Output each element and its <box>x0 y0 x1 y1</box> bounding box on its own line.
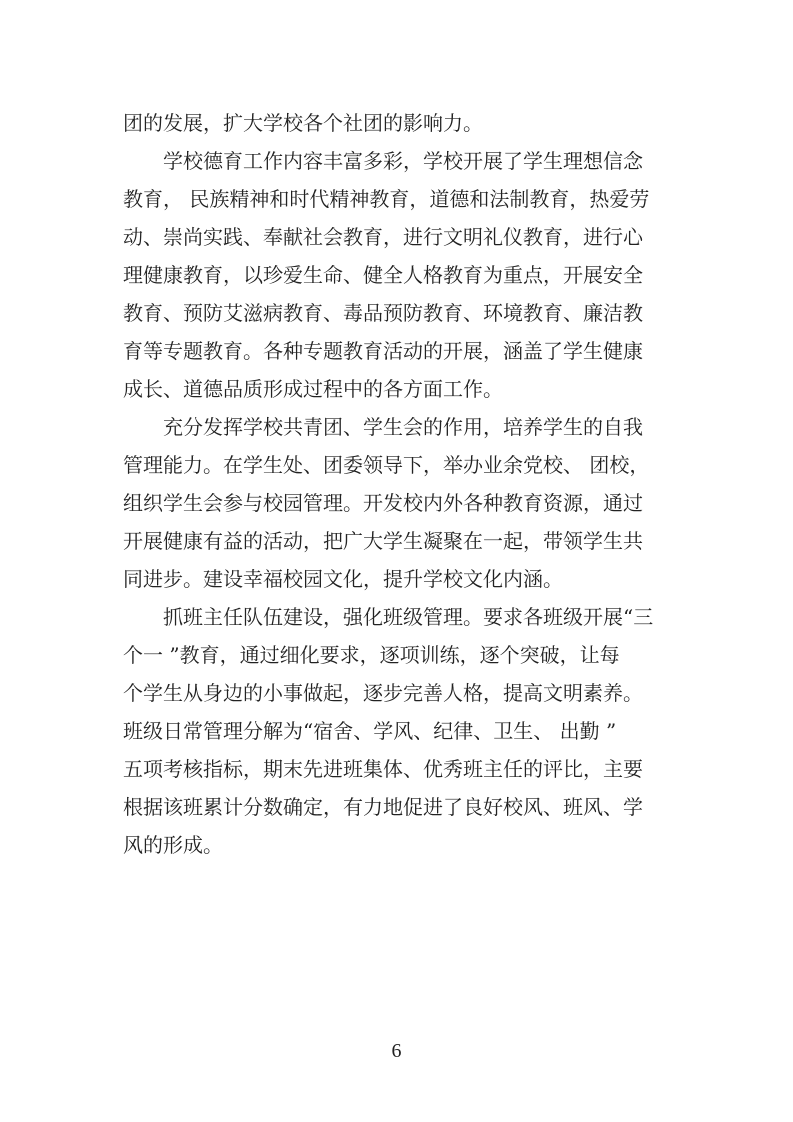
text-line: 同进步。建设幸福校园文化，提升学校文化内涵。 <box>123 567 563 591</box>
page-number: 6 <box>391 1040 402 1062</box>
text-line: 组织学生会参与校园管理。开发校内外各种教育资源，通过 <box>123 491 643 515</box>
text-line: 教育、预防艾滋病教育、毒品预防教育、环境教育、廉洁教 <box>123 301 643 325</box>
text-line: 抓班主任队伍建设，强化班级管理。要求各班级开展“三 <box>163 605 654 629</box>
text-line: 个学生从身边的小事做起，逐步完善人格，提高文明素养。 <box>123 681 643 705</box>
text-line: 理健康教育，以珍爱生命、健全人格教育为重点，开展安全 <box>123 263 643 287</box>
text-line: 动、崇尚实践、奉献社会教育，进行文明礼仪教育，进行心 <box>123 225 643 249</box>
text-line: 团的发展，扩大学校各个社团的影响力。 <box>123 111 483 135</box>
text-line: 根据该班累计分数确定，有力地促进了良好校风、班风、学 <box>123 795 643 819</box>
text-line: 个一 ”教育，通过细化要求，逐项训练，逐个突破，让每 <box>123 643 620 667</box>
text-line: 班级日常管理分解为“宿舍、学风、纪律、卫生、 出勤 ” <box>123 719 617 743</box>
text-line: 管理能力。在学生处、团委领导下，举办业余党校、 团校， <box>123 453 650 477</box>
text-line: 充分发挥学校共青团、学生会的作用，培养学生的自我 <box>163 415 643 439</box>
text-line: 育等专题教育。各种专题教育活动的开展，涵盖了学生健康 <box>123 339 643 363</box>
text-line: 教育， 民族精神和时代精神教育，道德和法制教育，热爱劳 <box>123 187 650 211</box>
text-line: 五项考核指标，期末先进班集体、优秀班主任的评比，主要 <box>123 757 643 781</box>
text-line: 开展健康有益的活动，把广大学生凝聚在一起，带领学生共 <box>123 529 643 553</box>
text-line: 成长、道德品质形成过程中的各方面工作。 <box>123 377 503 401</box>
text-line: 学校德育工作内容丰富多彩，学校开展了学生理想信念 <box>163 149 643 173</box>
text-line: 风的形成。 <box>123 833 223 857</box>
